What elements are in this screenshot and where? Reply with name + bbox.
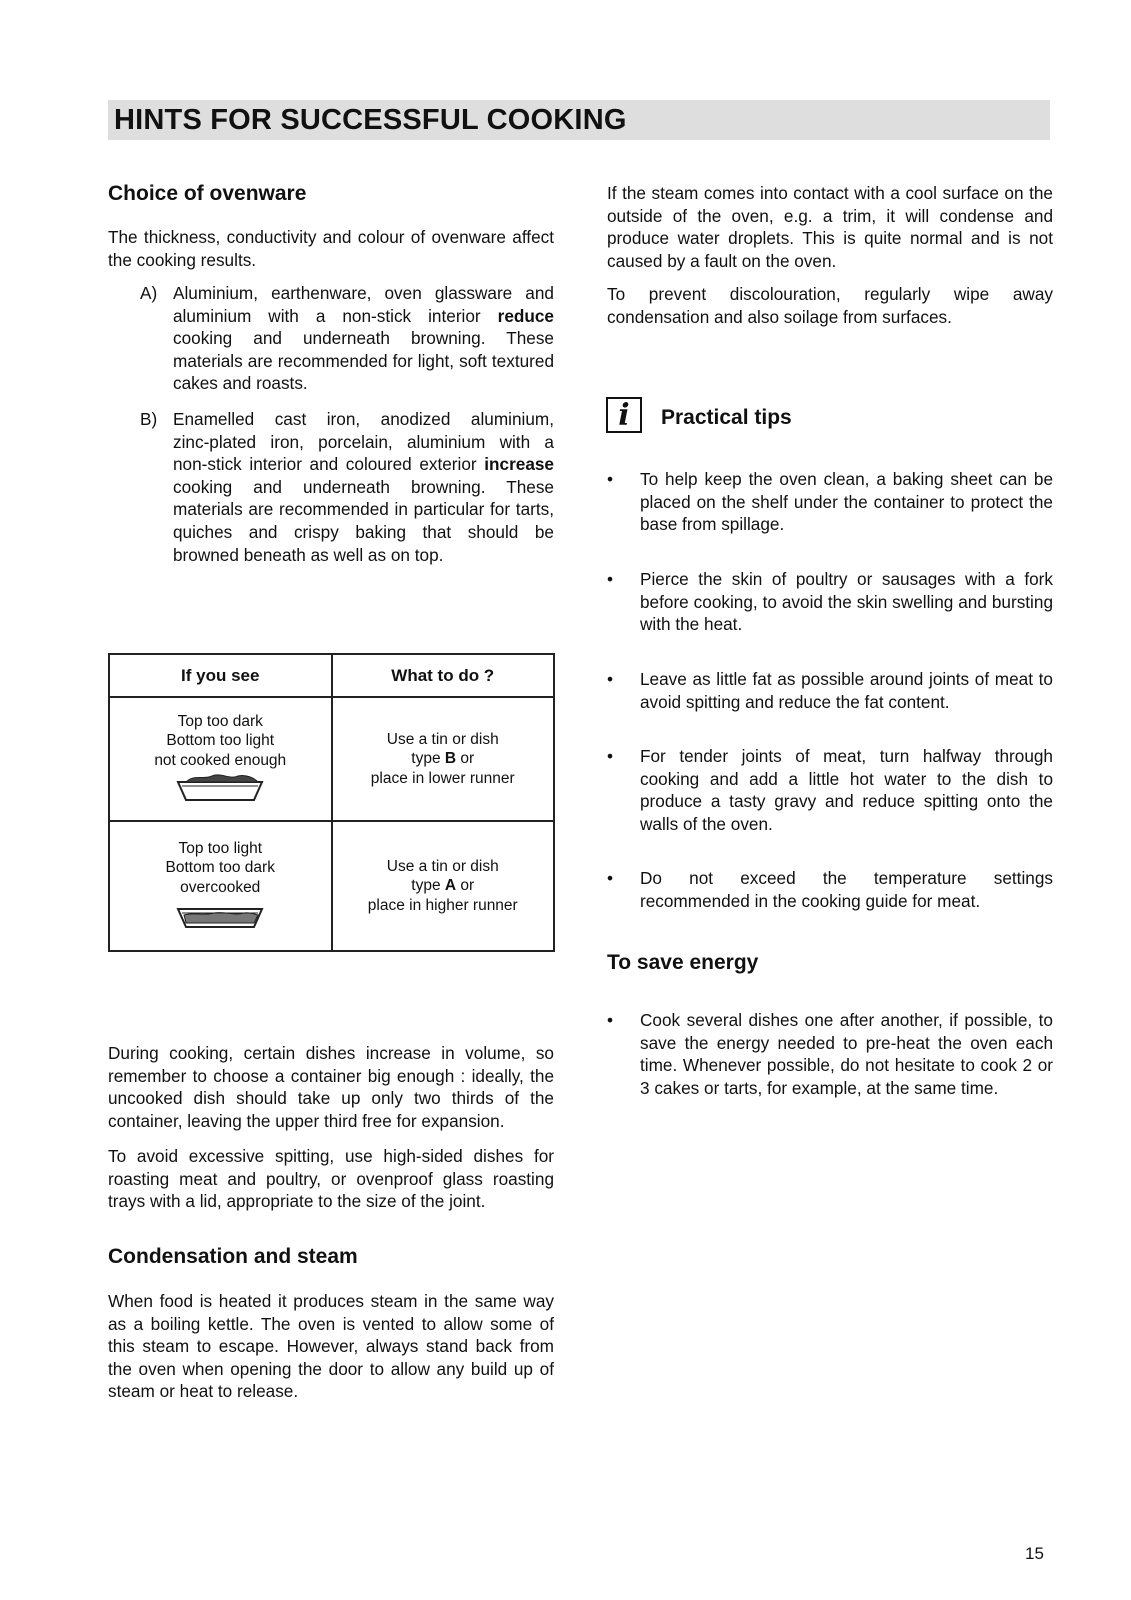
do-line: Use a tin or dish [386,857,499,875]
tip-text: Do not exceed the temperature settings recommended in the cooking guide for meat. [640,868,1053,911]
table-row [109,697,554,821]
item-a-bold: reduce [497,305,554,326]
tip-text: For tender joints of meat, turn halfway through cooking and add a little hot water to the dish to produce a tasty gravy and reduce spitting onto the walls of the oven. [640,746,1053,834]
see-cell-2 [109,821,332,951]
see-cell-1 [109,697,332,821]
see-line: Top too light [178,839,263,857]
dish-dark-top-icon [174,772,266,806]
bullet-dot: • [607,469,614,489]
see-line: not cooked enough [154,751,287,769]
ovenware-intro: The thickness, conductivity and colour of ovenware affect the cooking results. [108,227,554,270]
steam-paragraph: If the steam comes into contact with a cool surface on the outside of the oven, e.g. a trim, it will condense and produce water droplets. This is quite normal and is not caused by a fault on the oven. [607,183,1053,271]
col-if-you-see: If you see [109,654,332,697]
col-what-to-do: What to do ? [332,654,555,697]
item-b-bold: increase [484,454,554,475]
bullet-dot: • [607,569,614,589]
energy-tip-text: Cook several dishes one after another, if possible, to save the energy needed to pre‑heat the oven each time. Whenever possible, do not hesitate to cook 2 or 3 cakes or tarts, for example, at the same time. [640,1010,1053,1098]
do-line: place in higher runner [367,896,518,914]
item-b-label: B) [140,409,158,429]
discolouration-paragraph: To prevent discolouration, regularly wipe away condensation and also soilage from surfaces. [607,284,1053,327]
hint-table [108,653,555,952]
spitting-paragraph: To avoid excessive spitting, use high‑sided dishes for roasting meat and poultry, or ovenproof glass roasting trays with a lid, appropriate to the size of the joint. [108,1146,554,1212]
item-b-text: Enamelled cast iron, anodized aluminium, zinc‑plated iron, porcelain, aluminium with a non‑stick interior and coloured exterior increase cooking and underneath browning. These materials are recommended in particular for tarts, quiches and crispy baking that should be browned beneath as well as on top. [173,409,554,565]
bullet-dot: • [607,669,614,689]
dish-dark-bottom-icon [174,899,266,933]
item-a-label: A) [140,283,158,303]
do-line: Use a tin or dish [386,730,499,748]
see-line: overcooked [180,878,261,896]
do-cell-1 [332,697,555,821]
bullet-dot: • [607,868,614,888]
table-header-row [109,654,554,697]
do-line: type B or [411,750,475,768]
bullet-dot: • [607,746,614,766]
page-title: HINTS FOR SUCCESSFUL COOKING [114,104,627,136]
tip-text: Leave as little fat as possible around joints of meat to avoid spitting and reduce the fat content. [640,669,1053,712]
see-line: Bottom too light [166,732,275,750]
do-cell-2 [332,821,555,951]
ovenware-heading: Choice of ovenware [108,182,307,205]
table-row [109,821,554,951]
tip-text: To help keep the oven clean, a baking sheet can be placed on the shelf under the container to protect the base from spillage. [640,469,1053,535]
title-bar [108,100,1050,140]
page-number: 15 [1025,1544,1044,1563]
see-line: Top too dark [177,712,263,730]
do-line: place in lower runner [370,769,515,787]
bullet-dot: • [607,1010,614,1030]
do-line: type A or [411,877,475,895]
volume-paragraph: During cooking, certain dishes increase in volume, so remember to choose a container big enough : ideally, the uncooked dish should take up only two thirds of the container, leaving the upper third free for expansion. [108,1043,554,1131]
practical-tips-heading: Practical tips [661,406,792,429]
save-energy-heading: To save energy [607,951,759,974]
info-icon: i [606,397,642,433]
tip-text: Pierce the skin of poultry or sausages with a fork before cooking, to avoid the skin swelling and bursting with the heat. [640,569,1053,635]
condensation-heading: Condensation and steam [108,1245,358,1268]
see-line: Bottom too dark [165,859,275,877]
condensation-paragraph: When food is heated it produces steam in the same way as a boiling kettle. The oven is vented to allow some of this steam to escape. However, always stand back from the oven when opening the door to allow any build up of steam or heat to release. [108,1291,554,1402]
item-a-text: Aluminium, earthenware, oven glassware and aluminium with a non‑stick interior reduce cooking and underneath browning. These materials are recommended for light, soft textured cakes and roasts. [173,283,554,394]
